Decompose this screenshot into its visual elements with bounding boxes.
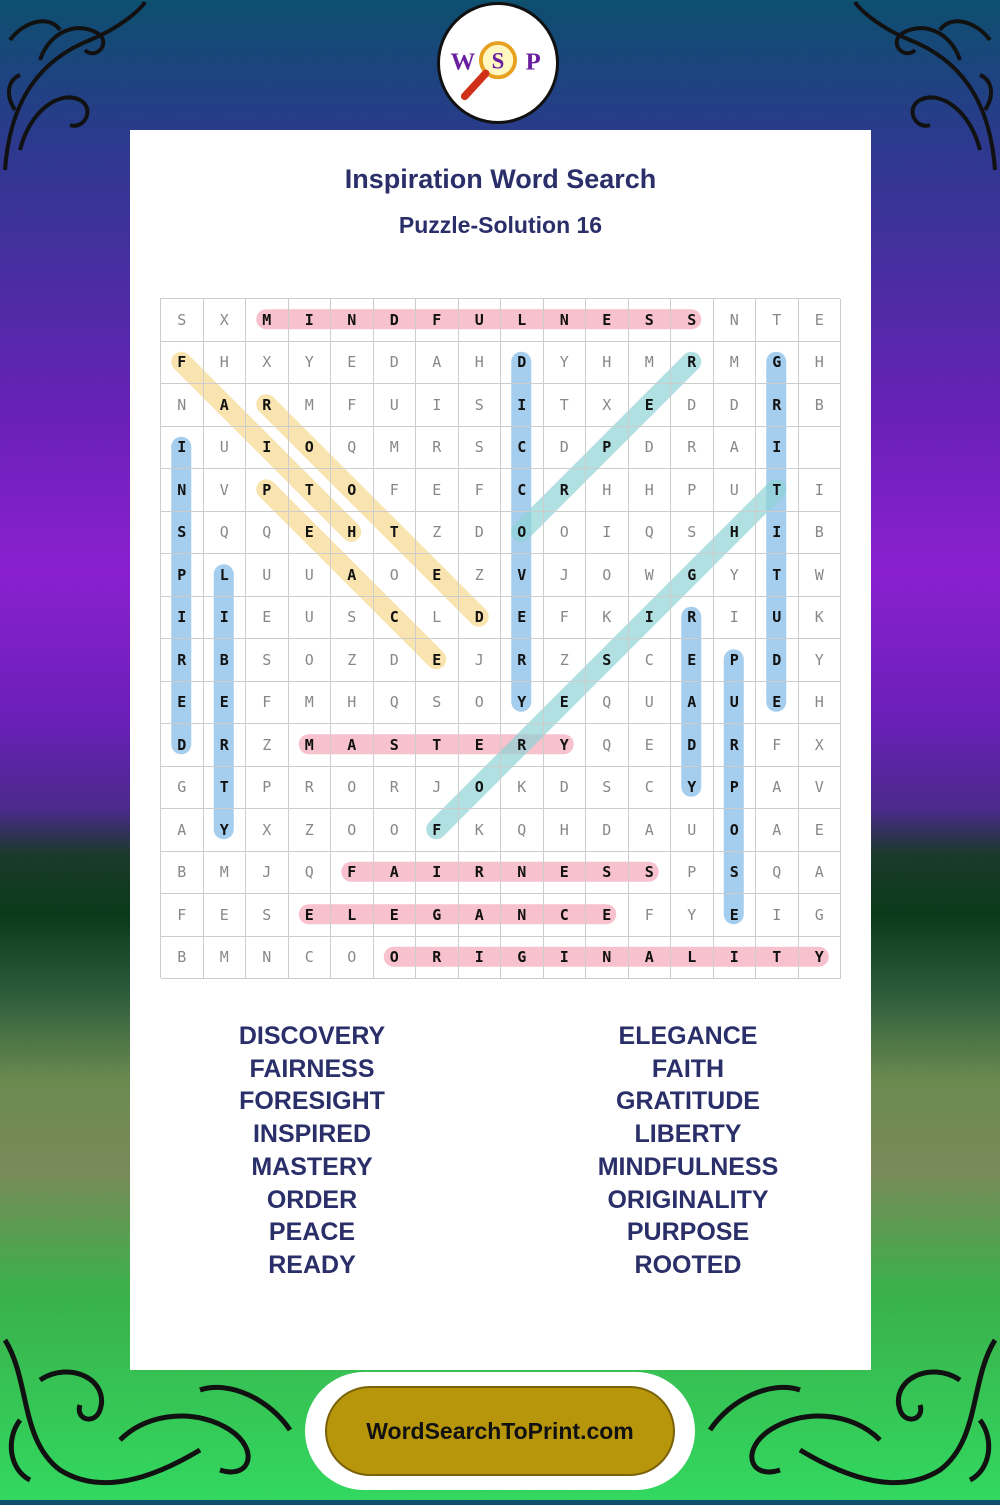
grid-cell[interactable]: D xyxy=(714,384,757,427)
grid-cell[interactable]: E xyxy=(714,894,757,937)
grid-cell[interactable]: Z xyxy=(416,512,459,555)
grid-cell[interactable]: I xyxy=(204,597,247,640)
grid-cell[interactable]: A xyxy=(416,342,459,385)
word-list-item: FORESIGHT xyxy=(239,1087,385,1116)
corner-ornament-top-left xyxy=(0,0,150,180)
word-list-item: DISCOVERY xyxy=(238,1022,386,1050)
grid-cell[interactable]: X xyxy=(799,724,842,767)
grid-cell[interactable]: S xyxy=(586,767,629,810)
grid-cell[interactable]: T xyxy=(416,724,459,767)
grid-cell[interactable]: Q xyxy=(501,809,544,852)
grid-cell[interactable]: S xyxy=(246,894,289,937)
grid-cell[interactable]: B xyxy=(161,937,204,980)
grid-cell[interactable]: Z xyxy=(331,639,374,682)
grid-cell[interactable]: J xyxy=(544,554,587,597)
grid-cell[interactable]: I xyxy=(246,427,289,470)
grid-cell[interactable]: E xyxy=(161,682,204,725)
grid-cell[interactable]: A xyxy=(671,682,714,725)
word-list-item: ORIGINALITY xyxy=(607,1185,769,1214)
grid-cell[interactable]: T xyxy=(756,299,799,342)
grid-cell[interactable]: T xyxy=(756,554,799,597)
grid-cell[interactable]: C xyxy=(501,427,544,470)
grid-cell[interactable]: D xyxy=(374,299,417,342)
grid-cell[interactable]: Z xyxy=(544,639,587,682)
word-list-item: ELEGANCE xyxy=(618,1022,758,1050)
grid-cell[interactable]: O xyxy=(714,809,757,852)
grid-cell[interactable]: U xyxy=(714,469,757,512)
word-list-left xyxy=(162,1020,462,1282)
grid-cell[interactable]: L xyxy=(671,937,714,980)
grid-cell[interactable]: I xyxy=(714,937,757,980)
grid-cell[interactable]: E xyxy=(331,342,374,385)
grid-cell[interactable]: O xyxy=(331,937,374,980)
grid-cell[interactable]: V xyxy=(799,767,842,810)
grid-cell[interactable]: Y xyxy=(714,554,757,597)
grid-cell[interactable]: R xyxy=(459,852,502,895)
grid-cell[interactable]: G xyxy=(756,342,799,385)
grid-cell[interactable]: P xyxy=(671,852,714,895)
puzzle-panel xyxy=(130,130,871,1370)
grid-cell[interactable]: I xyxy=(416,852,459,895)
grid-cell[interactable]: D xyxy=(756,639,799,682)
grid-cell[interactable]: S xyxy=(629,299,672,342)
grid-cell[interactable]: A xyxy=(799,852,842,895)
grid-cell[interactable]: X xyxy=(246,342,289,385)
grid-cell[interactable]: B xyxy=(204,639,247,682)
grid-cell[interactable]: Q xyxy=(586,682,629,725)
grid-cell[interactable]: I xyxy=(289,299,332,342)
grid-cell[interactable]: O xyxy=(544,512,587,555)
grid-cell[interactable]: N xyxy=(161,469,204,512)
grid-cell[interactable]: Y xyxy=(671,767,714,810)
grid-cell[interactable]: Y xyxy=(671,894,714,937)
grid-cell[interactable]: F xyxy=(374,469,417,512)
grid-cell[interactable]: F xyxy=(331,852,374,895)
grid-cell[interactable]: K xyxy=(501,767,544,810)
grid-cell[interactable]: E xyxy=(629,724,672,767)
grid-cell[interactable]: D xyxy=(374,639,417,682)
grid-cell[interactable]: E xyxy=(799,299,842,342)
word-list-item: FAITH xyxy=(651,1054,725,1083)
grid-cell[interactable]: W xyxy=(799,554,842,597)
grid-cell[interactable]: E xyxy=(671,639,714,682)
corner-ornament-top-right xyxy=(850,0,1000,180)
grid-cell[interactable]: H xyxy=(586,342,629,385)
grid-cell[interactable]: S xyxy=(586,852,629,895)
grid-cell[interactable]: N xyxy=(246,937,289,980)
word-list-item: INSPIRED xyxy=(252,1120,372,1149)
grid-cell[interactable]: D xyxy=(544,427,587,470)
grid-cell[interactable]: Z xyxy=(246,724,289,767)
grid-cell[interactable]: I xyxy=(756,894,799,937)
grid-cell[interactable]: A xyxy=(374,852,417,895)
grid-cell[interactable]: Y xyxy=(501,682,544,725)
grid-cell[interactable]: N xyxy=(501,852,544,895)
grid-cell[interactable]: M xyxy=(289,384,332,427)
grid-cell[interactable]: A xyxy=(629,809,672,852)
word-list-item: ORDER xyxy=(266,1185,358,1214)
word-list-item: MASTERY xyxy=(251,1152,373,1181)
grid-cell[interactable]: P xyxy=(246,469,289,512)
grid-cell[interactable]: T xyxy=(204,767,247,810)
grid-cell[interactable]: O xyxy=(374,809,417,852)
logo-letter-s: S xyxy=(491,48,505,74)
grid-cell[interactable]: T xyxy=(289,469,332,512)
grid-cell[interactable]: O xyxy=(459,767,502,810)
grid-cell[interactable]: F xyxy=(756,724,799,767)
grid-cell[interactable]: C xyxy=(544,894,587,937)
grid-cell[interactable]: D xyxy=(671,384,714,427)
grid-cell[interactable]: V xyxy=(204,469,247,512)
grid-cell[interactable]: L xyxy=(204,554,247,597)
grid-cell[interactable]: X xyxy=(204,299,247,342)
grid-cell[interactable]: R xyxy=(671,342,714,385)
grid-cell[interactable]: N xyxy=(501,894,544,937)
grid-cell[interactable]: U xyxy=(671,809,714,852)
grid-cell[interactable]: H xyxy=(714,512,757,555)
grid-cell[interactable]: S xyxy=(161,512,204,555)
grid-cell[interactable]: D xyxy=(161,724,204,767)
grid-cell[interactable]: R xyxy=(204,724,247,767)
grid-cell[interactable]: E xyxy=(544,852,587,895)
grid-cell[interactable]: U xyxy=(374,384,417,427)
grid-cell[interactable]: M xyxy=(289,682,332,725)
word-search-grid-area xyxy=(160,298,840,978)
wsp-logo[interactable] xyxy=(437,2,559,124)
grid-cell[interactable]: S xyxy=(161,299,204,342)
grid-cell[interactable]: R xyxy=(714,724,757,767)
grid-cell[interactable]: A xyxy=(756,767,799,810)
grid-cell[interactable]: N xyxy=(161,384,204,427)
grid-cell[interactable]: M xyxy=(629,342,672,385)
grid-cell[interactable]: U xyxy=(289,554,332,597)
grid-cell[interactable]: E xyxy=(586,894,629,937)
grid-cell[interactable]: A xyxy=(629,937,672,980)
grid-cell[interactable]: D xyxy=(501,342,544,385)
grid-cell[interactable]: E xyxy=(756,682,799,725)
footer-banner xyxy=(305,1372,695,1490)
grid-cell[interactable]: U xyxy=(756,597,799,640)
grid-cell[interactable]: Q xyxy=(204,512,247,555)
grid-cell[interactable]: H xyxy=(331,512,374,555)
grid-cell[interactable]: O xyxy=(586,554,629,597)
grid-cell[interactable]: R xyxy=(671,597,714,640)
grid-cell[interactable]: Y xyxy=(204,809,247,852)
grid-cell[interactable]: N xyxy=(331,299,374,342)
grid-cell[interactable]: E xyxy=(416,554,459,597)
grid-cell[interactable]: F xyxy=(331,384,374,427)
grid-cell[interactable]: I xyxy=(586,512,629,555)
grid-cell[interactable]: S xyxy=(416,682,459,725)
grid-cell[interactable]: F xyxy=(161,342,204,385)
grid-cell[interactable]: Q xyxy=(289,852,332,895)
grid-cell[interactable]: P xyxy=(161,554,204,597)
grid-cell[interactable]: M xyxy=(374,427,417,470)
word-search-grid xyxy=(160,298,840,978)
grid-cell[interactable]: O xyxy=(374,554,417,597)
grid-cell[interactable]: O xyxy=(331,469,374,512)
grid-cell[interactable]: I xyxy=(799,469,842,512)
grid-cell[interactable]: D xyxy=(586,809,629,852)
site-link[interactable]: WordSearchToPrint.com xyxy=(325,1386,675,1476)
grid-cell[interactable]: S xyxy=(671,299,714,342)
grid-cell[interactable]: Y xyxy=(799,937,842,980)
grid-cell[interactable]: H xyxy=(459,342,502,385)
grid-cell[interactable]: S xyxy=(671,512,714,555)
grid-cell[interactable]: E xyxy=(629,384,672,427)
grid-cell[interactable]: S xyxy=(374,724,417,767)
grid-cell[interactable]: B xyxy=(161,852,204,895)
word-list-item: ROOTED xyxy=(634,1250,742,1279)
grid-cell[interactable]: O xyxy=(459,682,502,725)
grid-cell[interactable]: M xyxy=(246,299,289,342)
grid-cell[interactable]: A xyxy=(714,427,757,470)
grid-cell[interactable]: I xyxy=(629,597,672,640)
grid-cell[interactable]: F xyxy=(629,894,672,937)
grid-cell[interactable]: C xyxy=(629,767,672,810)
grid-cell[interactable]: S xyxy=(331,597,374,640)
grid-cell[interactable]: P xyxy=(714,639,757,682)
grid-cell[interactable]: H xyxy=(544,809,587,852)
grid-cell[interactable]: A xyxy=(331,724,374,767)
grid-cell[interactable]: Z xyxy=(289,809,332,852)
grid-cell[interactable]: R xyxy=(756,384,799,427)
grid-cell[interactable]: V xyxy=(501,554,544,597)
grid-cell[interactable]: G xyxy=(671,554,714,597)
grid-cell[interactable]: F xyxy=(246,682,289,725)
word-list-item: LIBERTY xyxy=(634,1120,742,1149)
grid-cell[interactable]: Y xyxy=(544,724,587,767)
grid-cell[interactable]: A xyxy=(161,809,204,852)
grid-cell[interactable]: C xyxy=(629,639,672,682)
grid-cell[interactable]: O xyxy=(374,937,417,980)
grid-cell[interactable]: D xyxy=(459,597,502,640)
grid-cell[interactable]: O xyxy=(331,809,374,852)
grid-cell[interactable]: U xyxy=(629,682,672,725)
grid-cell[interactable]: R xyxy=(374,767,417,810)
grid-cell[interactable]: R xyxy=(416,937,459,980)
grid-cell[interactable]: J xyxy=(246,852,289,895)
logo-letter-w: W xyxy=(450,48,476,76)
grid-cell[interactable]: I xyxy=(416,384,459,427)
grid-cell[interactable]: M xyxy=(289,724,332,767)
grid-cell[interactable]: K xyxy=(586,597,629,640)
grid-cell[interactable]: P xyxy=(586,427,629,470)
grid-cell[interactable]: Q xyxy=(374,682,417,725)
grid-cell[interactable]: J xyxy=(459,639,502,682)
grid-cell[interactable]: A xyxy=(331,554,374,597)
grid-cell[interactable]: B xyxy=(799,512,842,555)
grid-cell[interactable]: D xyxy=(629,427,672,470)
grid-cell[interactable]: I xyxy=(161,427,204,470)
grid-cell[interactable]: D xyxy=(671,724,714,767)
grid-cell[interactable]: E xyxy=(204,682,247,725)
grid-cell[interactable]: E xyxy=(799,809,842,852)
grid-cell[interactable]: H xyxy=(629,469,672,512)
grid-cell[interactable]: U xyxy=(204,427,247,470)
grid-cell[interactable]: T xyxy=(374,512,417,555)
grid-cell[interactable]: E xyxy=(289,894,332,937)
grid-cell[interactable]: G xyxy=(799,894,842,937)
page-title: Inspiration Word Search xyxy=(344,164,657,194)
grid-cell[interactable]: I xyxy=(544,937,587,980)
grid-cell[interactable]: E xyxy=(204,894,247,937)
grid-cell[interactable]: R xyxy=(501,724,544,767)
grid-cell[interactable]: R xyxy=(544,469,587,512)
grid-cell[interactable]: Y xyxy=(544,342,587,385)
grid-cell[interactable]: H xyxy=(586,469,629,512)
grid-cell[interactable]: S xyxy=(459,384,502,427)
grid-cell[interactable]: R xyxy=(246,384,289,427)
grid-cell[interactable]: A xyxy=(756,809,799,852)
grid-cell[interactable]: G xyxy=(416,894,459,937)
grid-cell[interactable]: N xyxy=(586,937,629,980)
grid-cell[interactable]: E xyxy=(246,597,289,640)
grid-cell[interactable]: K xyxy=(459,809,502,852)
grid-cell[interactable]: F xyxy=(416,299,459,342)
grid-cell[interactable]: J xyxy=(416,767,459,810)
grid-cell[interactable]: H xyxy=(799,682,842,725)
grid-cell[interactable]: E xyxy=(459,724,502,767)
page-subtitle: Puzzle-Solution 16 xyxy=(398,212,603,238)
grid-cell[interactable]: Q xyxy=(756,852,799,895)
grid-cell[interactable]: S xyxy=(629,852,672,895)
grid-cell[interactable]: U xyxy=(246,554,289,597)
grid-cell[interactable]: O xyxy=(289,639,332,682)
grid-cell[interactable]: E xyxy=(416,639,459,682)
word-list-item: PEACE xyxy=(268,1218,356,1247)
grid-cell[interactable]: Y xyxy=(289,342,332,385)
grid-cell[interactable]: U xyxy=(459,299,502,342)
grid-cell[interactable]: M xyxy=(204,852,247,895)
grid-cell[interactable]: E xyxy=(374,894,417,937)
word-list-item: PURPOSE xyxy=(626,1218,750,1247)
grid-cell[interactable]: L xyxy=(331,894,374,937)
grid-cell[interactable]: F xyxy=(416,809,459,852)
grid-cell[interactable]: H xyxy=(799,342,842,385)
grid-cell[interactable]: C xyxy=(501,469,544,512)
grid-cell[interactable]: P xyxy=(671,469,714,512)
grid-cell[interactable]: T xyxy=(756,469,799,512)
grid-cell[interactable]: Q xyxy=(629,512,672,555)
grid-cell[interactable]: F xyxy=(544,597,587,640)
grid-cell[interactable]: A xyxy=(459,894,502,937)
grid-cell[interactable]: W xyxy=(629,554,672,597)
grid-cell[interactable]: E xyxy=(586,299,629,342)
grid-cell[interactable]: I xyxy=(714,597,757,640)
grid-cell[interactable] xyxy=(799,427,842,470)
grid-cell[interactable]: N xyxy=(544,299,587,342)
grid-cell[interactable]: O xyxy=(501,512,544,555)
grid-cell[interactable]: R xyxy=(161,639,204,682)
grid-cell[interactable]: R xyxy=(501,639,544,682)
grid-cell[interactable]: S xyxy=(586,639,629,682)
grid-cell[interactable]: H xyxy=(331,682,374,725)
word-list-item: MINDFULNESS xyxy=(597,1152,779,1181)
grid-cell[interactable]: S xyxy=(714,852,757,895)
grid-cell[interactable]: M xyxy=(204,937,247,980)
grid-cell[interactable]: E xyxy=(416,469,459,512)
grid-cell[interactable]: E xyxy=(544,682,587,725)
grid-cell[interactable]: B xyxy=(799,384,842,427)
grid-cell[interactable]: L xyxy=(501,299,544,342)
word-list-item: READY xyxy=(268,1250,356,1279)
word-list-item: GRATITUDE xyxy=(616,1087,760,1116)
grid-cell[interactable]: C xyxy=(289,937,332,980)
grid-cell[interactable]: G xyxy=(501,937,544,980)
grid-cell[interactable]: X xyxy=(586,384,629,427)
grid-cell[interactable]: R xyxy=(416,427,459,470)
grid-cell[interactable]: D xyxy=(459,512,502,555)
grid-cell[interactable]: G xyxy=(161,767,204,810)
grid-cell[interactable]: N xyxy=(714,299,757,342)
grid-cell[interactable]: I xyxy=(756,512,799,555)
grid-cell[interactable]: I xyxy=(756,427,799,470)
grid-cell[interactable]: E xyxy=(501,597,544,640)
logo-letter-p: P xyxy=(525,48,541,76)
grid-cell[interactable]: T xyxy=(756,937,799,980)
grid-cell[interactable]: R xyxy=(289,767,332,810)
grid-cell[interactable]: P xyxy=(246,767,289,810)
grid-cell[interactable]: D xyxy=(374,342,417,385)
grid-cell[interactable]: I xyxy=(459,937,502,980)
grid-cell[interactable]: X xyxy=(246,809,289,852)
grid-cell[interactable]: U xyxy=(714,682,757,725)
grid-cell[interactable]: Q xyxy=(586,724,629,767)
grid-cell[interactable]: D xyxy=(544,767,587,810)
grid-cell[interactable]: S xyxy=(246,639,289,682)
grid-cell[interactable]: K xyxy=(799,597,842,640)
grid-cell[interactable]: C xyxy=(374,597,417,640)
grid-cell[interactable]: M xyxy=(714,342,757,385)
grid-cell[interactable]: I xyxy=(161,597,204,640)
grid-cell[interactable]: Y xyxy=(799,639,842,682)
grid-cell[interactable]: Q xyxy=(331,427,374,470)
grid-cell[interactable]: S xyxy=(459,427,502,470)
grid-cell[interactable]: U xyxy=(289,597,332,640)
grid-cell[interactable]: I xyxy=(501,384,544,427)
word-list-right xyxy=(538,1020,838,1282)
grid-cell[interactable]: Z xyxy=(459,554,502,597)
grid-cell[interactable]: F xyxy=(459,469,502,512)
grid-cell[interactable]: E xyxy=(289,512,332,555)
grid-cell[interactable]: T xyxy=(544,384,587,427)
grid-cell[interactable]: R xyxy=(671,427,714,470)
grid-cell[interactable]: F xyxy=(161,894,204,937)
grid-cell[interactable]: O xyxy=(289,427,332,470)
grid-cell[interactable]: Q xyxy=(246,512,289,555)
grid-cell[interactable]: H xyxy=(204,342,247,385)
grid-cell[interactable]: O xyxy=(331,767,374,810)
grid-cell[interactable]: L xyxy=(416,597,459,640)
word-list-item: FAIRNESS xyxy=(249,1054,375,1083)
grid-cell[interactable]: P xyxy=(714,767,757,810)
grid-cell[interactable]: A xyxy=(204,384,247,427)
